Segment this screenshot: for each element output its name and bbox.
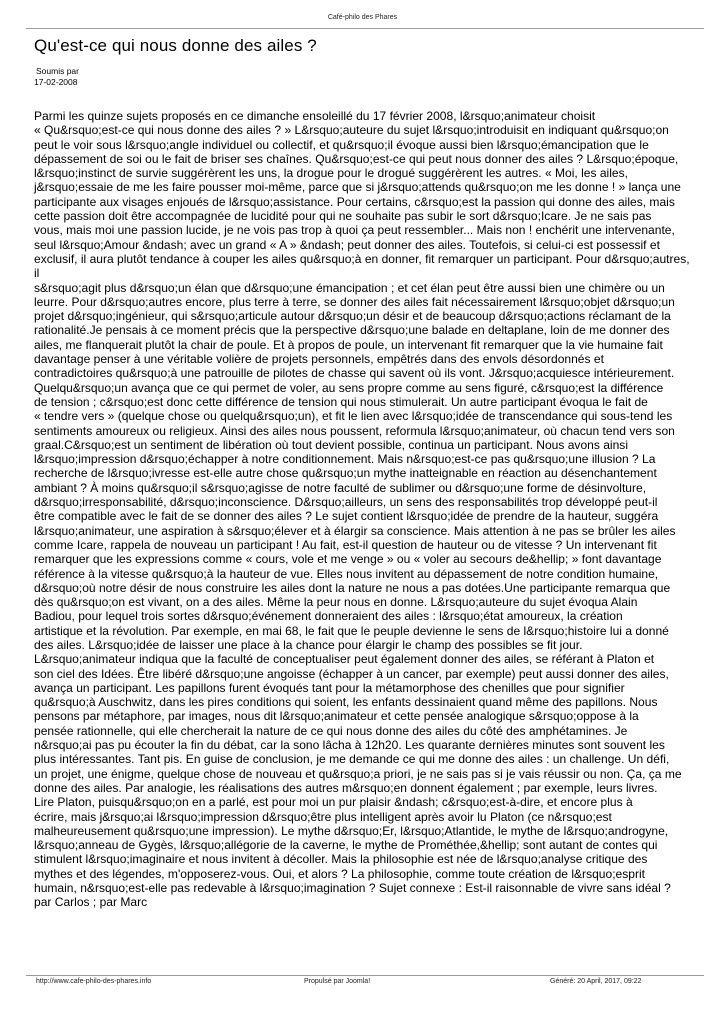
footer-site-url[interactable]: http://www.cafe-philo-des-phares.info: [36, 978, 152, 985]
header-divider: [26, 28, 704, 29]
submitted-by-label: Soumis par: [36, 66, 79, 76]
article-date: 17-02-2008: [34, 77, 78, 87]
footer-powered-by: Propulsé par Joomla!: [304, 978, 371, 985]
article-meta: [36, 66, 79, 88]
article-title: Qu'est-ce qui nous donne des ailes ?: [34, 36, 317, 55]
article-body: Parmi les quinze sujets proposés en ce dimanche ensoleillé du 17 février 2008, l&rsquo;animateur choisit « Qu&rsquo;est-ce qui nous donne des ailes ? » L&rsquo;auteure du sujet l&rsquo;introduisit en indiquant qu&rsquo;on peut le voir sous l&rsquo;angle individuel ou collectif, et qu&rsquo;il évoque aussi bien l&rsquo;émancipation que le dépassement de soi ou le fait de briser ses chaînes. Qu&rsquo;est-ce qui peut nous donner des ailes ? L&rsquo;époque, l&rsquo;instinct de survie suggérèrent les uns, la drogue pour le drogué suggérèrent les autres. « Moi, les ailes, j&rsquo;essaie de me les faire pousser moi-même, parce que si j&rsquo;attends qu&rsquo;on me les donne ! » lança une participante aux visages enjoués de l&rsquo;assistance. Pour certains, c&rsquo;est la passion qui donne des ailes, mais cette passion doit être accompagnée de lucidité pour qui ne souhaite pas subir le sort d&rsquo;Icare. Je ne sais pas vous, mais moi une passion lucide, je ne vois pas trop à quoi ça peut ressembler... Mais non ! enchérit une intervenante, seul l&rsquo;Amour &ndash; avec un grand « A » &ndash; peut donner des ailes. Toutefois, si celui-ci est possessif et exclusif, il aura plutôt tendance à couper les ailes qu&rsquo;à en donner, fit remarquer un participant. Pour d&rsquo;autres, il s&rsquo;agit plus d&rsquo;un élan que d&rsquo;une émancipation ; et cet élan peut être aussi bien une chimère ou un leurre. Pour d&rsquo;autres encore, plus terre à terre, se donner des ailes fait nécessairement l&rsquo;objet d&rsquo;un projet d&rsquo;ingénieur, qui s&rsquo;articule autour d&rsquo;un désir et de beaucoup d&rsquo;actions réclamant de la rationalité.Je pensais à ce moment précis que la perspective d&rsquo;une balade en deltaplane, loin de me donner des ailes, me flanquerait plutôt la chair de poule. Et à propos de poule, un intervenant fit remarquer que la vie humaine fait davantage penser à une véritable volière de projets personnels, empêtrés dans des envols désordonnés et contradictoires qu&rsquo;à une patrouille de pilotes de chasse qui savent où ils vont. J&rsquo;acquiesce intérieurement. Quelqu&rsquo;un avança que ce qui permet de voler, au sens propre comme au sens figuré, c&rsquo;est la différence de tension ; c&rsquo;est donc cette différence de tension qui nous stimulerait. Un autre participant évoqua le fait de « tendre vers » (quelque chose ou quelqu&rsquo;un), et fit le lien avec l&rsquo;idée de transcendance qui sous-tend les sentiments amoureux ou religieux. Ainsi des ailes nous poussent, reformula l&rsquo;animateur, où chacun tend vers son graal.C&rsquo;est un sentiment de libération où tout devient possible, continua un participant. Nous avons ainsi l&rsquo;impression d&rsquo;échapper à notre conditionnement. Mais n&rsquo;est-ce pas qu&rsquo;une illusion ? La recherche de l&rsquo;ivresse est-elle autre chose qu&rsquo;un mythe inatteignable en réaction au désenchantement ambiant ? À moins qu&rsquo;il s&rsquo;agisse de notre faculté de sublimer ou d&rsquo;une forme de désinvolture, d&rsquo;irresponsabilité, d&rsquo;inconscience. D&rsquo;ailleurs, un sens des responsabilités trop développé peut-il être compatible avec le fait de se donner des ailes ? Le sujet contient l&rsquo;idée de prendre de la hauteur, suggéra l&rsquo;animateur, une aspiration à s&rsquo;élever et à élargir sa conscience. Mais attention à ne pas se brûler les ailes comme Icare, rappela de nouveau un participant ! Au fait, est-il question de hauteur ou de vitesse ? Un intervenant fit remarquer que les expressions comme « cours, vole et me venge » ou « voler au secours de&hellip; » font davantage référence à la vitesse qu&rsquo;à la hauteur de vue. Elles nous invitent au dépassement de notre condition humaine, d&rsquo;où notre désir de nous construire les ailes dont la nature ne nous a pas dotées.Une participante remarqua que dès qu&rsquo;on est vivant, on a des ailes. Même la peur nous en donne. L&rsquo;auteure du sujet évoqua Alain Badiou, pour lequel trois sortes d&rsquo;événement donneraient des ailes : l&rsquo;état amoureux, la création artistique et la révolution. Par exemple, en mai 68, le fait que le peuple devienne le sens de l&rsquo;histoire lui a donné des ailes. L&rsquo;idée de laisser une place à la chance pour élargir le champ des possibles se fit jour. L&rsquo;animateur indiqua que la faculté de conceptualiser peut également donner des ailes, se référant à Platon et son ciel des Idées. Être libéré d&rsquo;une angoisse (échapper à un cancer, par exemple) peut aussi donner des ailes, avança un participant. Les papillons furent évoqués tant pour la métamorphose des chenilles que pour signifier qu&rsquo;à Auschwitz, dans les pires conditions qui soient, les enfants dessinaient quand même des papillons. Nous pensons par métaphore, par images, nous dit l&rsquo;animateur et cette pensée analogique s&rsquo;oppose à la pensée rationnelle, qui elle chercherait la nature de ce qui nous donne des ailes du côté des amphétamines. Je n&rsquo;ai pas pu écouter la fin du débat, car la sono lâcha à 12h20. Les quarante dernières minutes sont souvent les plus intéressantes. Tant pis. En guise de conclusion, je me demande ce qui me donne des ailes : un challenge. Un défi, un projet, une énigme, quelque chose de nouveau et qu&rsquo;a priori, je ne sais pas si je vais réussir ou non. Ça, ça me donne des ailes. Par analogie, les réalisations des autres m&rsquo;en donnent également ; par exemple, leurs livres. Lire Platon, puisqu&rsquo;on en a parlé, est pour moi un pur plaisir &ndash; c&rsquo;est-à-dire, et encore plus à écrire, mais j&rsquo;ai l&rsquo;impression d&rsquo;être plus intelligent après avoir lu Platon (ce n&rsquo;est malheureusement qu&rsquo;une impression). Le mythe d&rsquo;Er, l&rsquo;Atlantide, le mythe de l&rsquo;androgyne, l&rsquo;anneau de Gygès, l&rsquo;allégorie de la caverne, le mythe de Prométhée,&hellip; sont autant de contes qui stimulent l&rsquo;imaginaire et nous invitent à décoller. Mais la philosophie est née de l&rsquo;analyse critique des mythes et des légendes, m'opposerez-vous. Oui, et alors ? La philosophie, comme toute création de l&rsquo;esprit humain, n&rsquo;est-elle pas redevable à l&rsquo;imagination ? Sujet connexe : Est-il raisonnable de vivre sans idéal ? par Carlos ; par Marc: [34, 109, 690, 910]
footer-generated-date: Généré: 20 April, 2017, 09:22: [550, 978, 642, 985]
footer-divider: [26, 975, 704, 976]
site-name-header: Café-philo des Phares: [327, 14, 398, 21]
